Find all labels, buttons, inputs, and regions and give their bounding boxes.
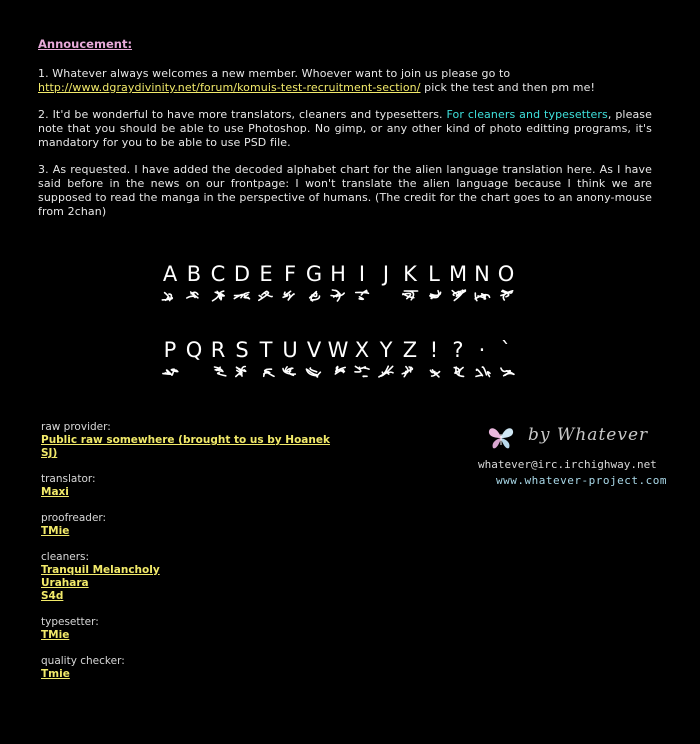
cleaners-label: cleaners: [41,551,90,563]
alphabet-letter: T [259,338,273,362]
typesetter-group [41,616,341,642]
translator-label: translator: [41,473,96,485]
alphabet-letter: W [327,338,349,362]
alphabet-letter: ? [452,338,464,362]
alien-glyph-icon [257,365,275,378]
alien-glyph-icon [353,289,371,302]
announcement [38,37,652,232]
translator-link[interactable]: Maxi [41,486,69,498]
alien-glyph [302,289,326,303]
credits-block [41,421,341,694]
proofreader-group [41,512,341,538]
alien-glyph-icon [449,365,467,378]
alphabet-letter: B [186,262,202,286]
alien-glyph-icon [473,289,491,302]
alien-glyph-icon [161,289,179,302]
typesetter-link[interactable]: TMie [41,629,70,641]
alphabet-letter: J [382,262,390,286]
alien-glyph-icon [425,289,443,302]
alphabet-letter: · [478,338,486,362]
alphabet-letter: N [474,262,490,286]
raw-provider-group [41,421,341,460]
alien-glyphs-row-2 [158,365,518,379]
alphabet-letter: V [306,338,322,362]
raw-provider-link[interactable]: Public raw somewhere (brought to us by Hoanek SJ) [41,434,330,459]
announcement-item-2 [38,108,652,150]
alphabet-letter: I [358,262,366,286]
alphabet-letter: U [282,338,298,362]
alien-glyph-icon [161,365,179,378]
alphabet-letter: Z [402,338,418,362]
alien-glyph [182,365,206,379]
quality-checker-group [41,655,341,681]
alphabet-letter: S [235,338,249,362]
item2-post-text: , please note that you should be able to use Photoshop. No gimp, or any other kind of photo editting programs, it's mandatory for you to be able to use PSD file. [38,108,653,149]
announcement-heading: Annoucement: [38,37,133,51]
butterfly-icon [486,425,516,451]
alien-glyph [374,289,398,303]
logo-signature: by Whatever [528,425,649,445]
latin-letters-row-2 [158,338,518,362]
alien-glyph-icon [281,365,299,378]
proofreader-link[interactable]: TMie [41,525,70,537]
alien-glyph-icon [353,365,371,378]
latin-letters-row-1 [158,262,518,286]
alien-glyph [422,365,446,379]
alien-glyph [254,365,278,379]
proofreader-label: proofreader: [41,512,107,524]
alien-glyph [422,289,446,303]
alien-glyph [206,289,230,303]
alphabet-letter: C [210,262,226,286]
alien-glyph [278,289,302,303]
logo-website[interactable]: www.whatever-project.com [496,474,667,487]
alien-glyph [326,289,350,303]
alien-glyph-icon [425,365,443,378]
announcement-item-3: 3. As requested. I have added the decoded alphabet chart for the alien language translation here. As I have said before in the news on our frontpage: I won't translate the alien language because I think we are supposed to read the manga in the perspective of humans. (The credit for the chart goes to an anony-mouse from 2chan) [38,163,652,218]
alphabet-letter: E [259,262,273,286]
alphabet-letter: L [428,262,440,286]
alphabet-letter: D [233,262,251,286]
alien-glyph [350,289,374,303]
alien-glyph-icon [257,289,275,302]
alphabet-letter: X [354,338,370,362]
alien-glyph [182,289,206,303]
alphabet-letter: ` [500,338,512,362]
alien-glyph-icon [209,365,227,378]
alien-glyph [446,365,470,379]
alien-glyph-icon [497,289,515,302]
alphabet-letter: G [305,262,323,286]
alien-glyph [326,365,350,379]
alphabet-chart-row-1 [0,262,700,312]
alien-glyph-icon [401,365,419,378]
alien-glyphs-row-1 [158,289,518,303]
alien-glyph-icon [473,365,491,378]
alphabet-letter: R [210,338,226,362]
group-logo [478,423,678,493]
raw-provider-label: raw provider: [41,421,111,433]
item2-highlight: For cleaners and typesetters [446,108,608,121]
alien-glyph [254,289,278,303]
quality-checker-link[interactable]: Tmie [41,668,70,680]
alien-glyph [446,289,470,303]
alien-glyph-icon [185,289,203,302]
item2-text: 2. It'd be wonderful to have more translators, cleaners and typesetters. [38,108,447,121]
cleaner-link[interactable]: Tranquil Melancholy [41,564,160,576]
alien-glyph-icon [401,289,419,302]
alien-glyph [158,289,182,303]
alphabet-letter: A [162,262,178,286]
alien-glyph [350,365,374,379]
alien-glyph-icon [305,289,323,302]
alien-glyph-icon [377,365,395,378]
cleaner-link[interactable]: Urahara [41,577,89,589]
alien-glyph-icon [233,365,251,378]
cleaner-link[interactable]: S4d [41,590,64,602]
translator-group [41,473,341,499]
alien-glyph [374,365,398,379]
recruitment-link[interactable]: http://www.dgraydivinity.net/forum/komuis-test-recruitment-section/ [38,81,421,94]
alien-glyph-icon [329,289,347,302]
alphabet-letter: F [283,262,297,286]
alphabet-letter: P [163,338,177,362]
logo-email: whatever@irc.irchighway.net [478,458,657,471]
cleaners-group [41,551,341,603]
alien-glyph [230,365,254,379]
item1-text: 1. Whatever always welcomes a new member. Whoever want to join us please go to [38,67,511,80]
alien-glyph [470,365,494,379]
announcement-item-1 [38,67,652,95]
quality-checker-label: quality checker: [41,655,125,667]
alien-glyph-icon [329,365,347,378]
alien-glyph [206,365,230,379]
alphabet-letter: Y [379,338,393,362]
alphabet-letter: K [403,262,417,286]
alien-glyph [398,365,422,379]
alphabet-letter: H [330,262,346,286]
alien-glyph-icon [209,289,227,302]
alien-glyph [302,365,326,379]
alien-glyph-icon [449,289,467,302]
alien-glyph [278,365,302,379]
item1-post-text: pick the test and then pm me! [420,81,595,94]
alphabet-letter: M [448,262,468,286]
alien-glyph [230,289,254,303]
alien-glyph-icon [305,365,323,378]
alien-glyph [470,289,494,303]
alien-glyph [494,289,518,303]
alien-glyph-icon [233,289,251,302]
alphabet-letter: ! [429,338,439,362]
alien-glyph [158,365,182,379]
alien-glyph [494,365,518,379]
alphabet-letter: Q [185,338,203,362]
alien-glyph-icon [281,289,299,302]
alien-glyph-icon [497,365,515,378]
alphabet-chart-row-2 [0,338,700,388]
alien-glyph [398,289,422,303]
alphabet-letter: O [497,262,515,286]
typesetter-label: typesetter: [41,616,99,628]
